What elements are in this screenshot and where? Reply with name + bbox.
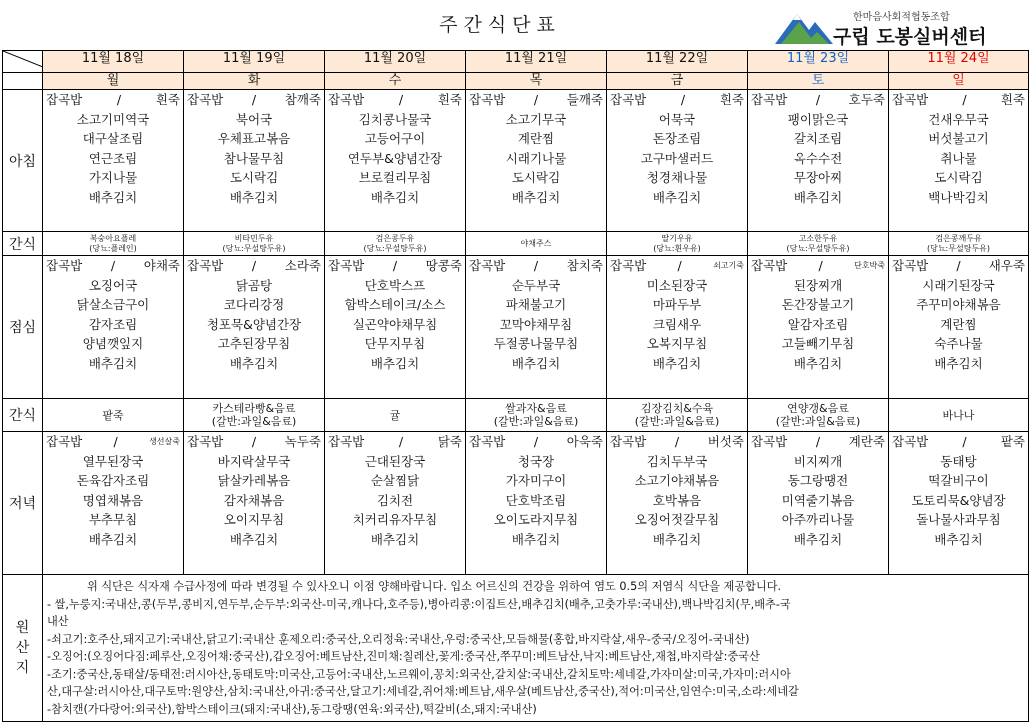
snack-item: 비타민두유 [234, 233, 274, 243]
lunch-rice-line [749, 256, 887, 276]
menu-item: 대구살조림 [82, 131, 144, 146]
menu-table [2, 50, 1029, 722]
lunch-rice-line [185, 256, 323, 276]
snack-note: (당뇨:무설탕두유) [786, 243, 850, 253]
menu-item: 오복지무침 [646, 336, 708, 351]
porridge-label: 아욱죽 [566, 434, 603, 449]
menu-item: 배추김치 [511, 355, 561, 371]
dinner-label: 저녁 [3, 432, 43, 575]
snack-note: (갈반:과일&음료) [211, 415, 297, 428]
breakfast-rice-line [185, 90, 323, 110]
menu-item: 배추김치 [370, 189, 420, 205]
menu-item: 시래기나물 [505, 150, 567, 166]
rice-label: 잡곡밥 [610, 258, 647, 273]
porridge-label: 흰죽 [719, 92, 744, 107]
snack-note: (갈반:과일&음료) [493, 415, 579, 428]
slash: / [113, 434, 118, 449]
dinner-cell [748, 432, 889, 575]
lunch-cell [43, 256, 184, 399]
snack2-cell [184, 399, 325, 432]
snack1-cell [889, 232, 1029, 256]
lunch-rice-line [467, 256, 605, 276]
menu-item: 부추무침 [88, 512, 138, 527]
slash: / [956, 258, 961, 273]
menu-item: 취나물 [940, 150, 977, 166]
menu-item: 명엽채볶음 [82, 492, 144, 508]
origin-line: -쇠고기:호주산,돼지고기:국내산,닭고기:국내산 훈제오리:중국산,오리정육:국내산,우렁:중국산,모듬해물(홍합,바지락살,새우-중국/오징어-국내산) [47, 632, 750, 646]
date-cell: 11월 18일 [43, 51, 184, 73]
snack-item: 바나나 [942, 408, 975, 422]
lunch-cell [889, 256, 1029, 399]
menu-item: 배추김치 [370, 355, 420, 371]
rice-label: 잡곡밥 [187, 258, 224, 273]
snack-item: 김장김치&수육 [640, 402, 714, 415]
breakfast-cell [889, 90, 1029, 232]
origin-line: - 쌀,누룽지:국내산,콩(두부,콩비지,연두부,순두부:외국산-미국,캐나다,호주등),병아리콩:이집트산,배추김치(배추,고춧가루:국내산),백나박김치(무,배추-국 [47, 597, 791, 611]
snack-note: (당뇨:무설탕두유) [363, 243, 427, 253]
dinner-rice-line [44, 432, 182, 452]
rice-label: 잡곡밥 [469, 92, 506, 107]
snack2-cell [748, 399, 889, 432]
menu-item: 배추김치 [88, 355, 138, 371]
slash: / [110, 258, 116, 273]
snack2-cell [466, 399, 607, 432]
porridge-label: 참깨죽 [284, 92, 321, 107]
breakfast-rice-line [890, 90, 1027, 110]
rice-label: 잡곡밥 [46, 92, 83, 107]
menu-item: 시래기된장국 [922, 277, 995, 293]
menu-item: 소고기무국 [505, 111, 567, 127]
rice-label: 잡곡밥 [328, 258, 365, 273]
menu-item: 배추김치 [652, 531, 702, 547]
menu-item: 배추김치 [652, 189, 702, 205]
date-cell: 11월 21일 [466, 51, 607, 73]
menu-item: 참나물무침 [223, 150, 285, 166]
lunch-cell [325, 256, 466, 399]
origin-row [3, 575, 1029, 722]
menu-item: 갈치조림 [793, 131, 843, 146]
rice-label: 잡곡밥 [892, 92, 929, 107]
menu-item: 소고기야채볶음 [634, 473, 720, 488]
snack2-cell [43, 399, 184, 432]
date-cell: 11월 20일 [325, 51, 466, 73]
lunch-rice-line [608, 256, 746, 276]
dinner-cell [466, 432, 607, 575]
rice-label: 잡곡밥 [610, 92, 647, 107]
menu-item: 건새우무국 [928, 111, 989, 127]
origin-line: 산,대구살:러시아산,대구토막:원양산,삼치:국내산,아귀:중국산,달고기:세네갈,쥐어채:베트남,새우살(베트남산,중국산),적어:미국산,임연수:미국,소라:세네갈 [47, 685, 799, 698]
org-name: 구립 도봉실버센터 [833, 26, 987, 48]
lunch-rice-line [326, 256, 464, 276]
snack2-cell [325, 399, 466, 432]
slash: / [962, 434, 967, 449]
rice-label: 잡곡밥 [751, 434, 788, 449]
breakfast-cell [607, 90, 748, 232]
origin-line: -조기:중국산,동태살/동태전:러시아산,동태토막:미국산,고등어:국내산,노르웨이,꽁치:외국산,갈치살:국내산,갈치토막:세네갈,가자미살:미국,가자미:러시아 [47, 667, 791, 681]
dinner-cell [889, 432, 1029, 575]
breakfast-cell [325, 90, 466, 232]
dinner-cell [184, 432, 325, 575]
porridge-label: 흰죽 [1000, 92, 1025, 107]
snack-item: 카스테라빵&음료 [212, 402, 296, 415]
day-cell: 월 [43, 73, 184, 90]
menu-item: 근대된장국 [364, 453, 426, 469]
snack-note: (갈반:과일&음료) [634, 415, 720, 428]
menu-item: 크림새우 [652, 316, 702, 332]
menu-item: 닭살소금구이 [76, 297, 150, 312]
menu-item: 감자조림 [88, 316, 138, 332]
slash: / [251, 258, 257, 273]
breakfast-rice-line [467, 90, 605, 110]
diagonal-line [3, 51, 43, 67]
porridge-label: 새우죽 [988, 258, 1025, 273]
rice-label: 잡곡밥 [328, 434, 365, 449]
origin-label [3, 575, 43, 722]
menu-item: 청국장 [517, 453, 555, 469]
porridge-label: 버섯죽 [707, 434, 744, 449]
slash: / [533, 258, 539, 273]
menu-item: 순살찜닭 [370, 473, 420, 488]
snack-item: 고소한두유 [798, 233, 838, 243]
menu-item: 브로컬리무침 [358, 170, 432, 185]
menu-item: 아주까리나물 [781, 512, 855, 527]
menu-item: 배추김치 [511, 189, 561, 205]
breakfast-cell [43, 90, 184, 232]
menu-item: 배추김치 [652, 355, 702, 371]
rice-label: 잡곡밥 [610, 434, 647, 449]
origin-line: 내산 [47, 615, 69, 628]
slash: / [398, 92, 404, 107]
day-cell: 수 [325, 73, 466, 90]
rice-label: 잡곡밥 [751, 92, 788, 107]
org-logo [775, 6, 1025, 46]
snack2-cell [889, 399, 1029, 432]
porridge-label: 팥죽 [1000, 434, 1025, 449]
menu-item: 배추김치 [229, 531, 279, 547]
porridge-label: 땅콩죽 [425, 258, 462, 273]
menu-item: 어묵국 [658, 111, 696, 127]
day-cell: 목 [466, 73, 607, 90]
porridge-label: 야채죽 [143, 258, 180, 273]
menu-item: 청포묵&양념간장 [206, 316, 302, 332]
menu-item: 코다리강정 [223, 297, 285, 312]
corner-cell [3, 51, 43, 73]
dinner-row [3, 432, 1029, 575]
slash: / [533, 92, 539, 107]
origin-line: -오징어:(오징어다짐:페루산,오징어채:중국산),갑오징어:베트남산,진미채:칠레산,꽃게:중국산,쭈꾸미:베트남산,낙지:베트남산,재첩,바지락살:중국산 [47, 650, 760, 663]
slash: / [677, 258, 682, 273]
menu-item: 단무지무침 [364, 336, 426, 351]
snack2-row [3, 399, 1029, 432]
org-name-small: 한마음사회적협동조합 [853, 12, 950, 23]
dinner-rice-line [185, 432, 323, 452]
menu-item: 돈육감자조림 [76, 473, 150, 488]
snack-note: (갈반:과일&음료) [775, 415, 861, 428]
dinner-cell [607, 432, 748, 575]
menu-item: 오징어국 [88, 277, 138, 293]
menu-item: 호박볶음 [652, 492, 702, 508]
menu-item: 돈장조림 [652, 131, 702, 146]
breakfast-cell [466, 90, 607, 232]
breakfast-row [3, 90, 1029, 232]
menu-item: 배추김치 [511, 531, 561, 547]
rice-label: 잡곡밥 [469, 258, 506, 273]
menu-item: 돈간장불고기 [781, 297, 855, 312]
dinner-rice-line [467, 432, 605, 452]
snack-note: (당뇨:무설탕두유) [926, 243, 991, 253]
rice-label: 잡곡밥 [187, 434, 224, 449]
menu-item: 배추김치 [88, 531, 138, 547]
menu-item: 배추김치 [934, 355, 983, 371]
date-cell: 11월 23일 [748, 51, 889, 73]
menu-item: 주꾸미야채볶음 [916, 297, 1001, 312]
menu-item: 무장아찌 [793, 170, 843, 185]
snack1-label: 간식 [3, 232, 43, 256]
porridge-label: 흰죽 [437, 92, 462, 107]
origin-label-2: 산 [15, 640, 30, 656]
menu-item: 오징어젓갈무침 [634, 512, 720, 527]
menu-item: 돌나물사과무침 [916, 512, 1001, 527]
menu-item: 가자미구이 [505, 473, 567, 488]
origin-notes [43, 575, 1029, 722]
porridge-label: 닭죽 [437, 434, 462, 449]
menu-item: 배추김치 [793, 531, 843, 547]
menu-item: 고추된장무침 [217, 336, 291, 351]
rice-label: 잡곡밥 [328, 92, 365, 107]
dinner-cell [325, 432, 466, 575]
menu-item: 배추김치 [88, 189, 138, 205]
snack-item: 복숭아요플레 [89, 233, 137, 243]
menu-item: 동그랑땡전 [787, 473, 849, 488]
menu-item: 미소된장국 [646, 277, 708, 293]
lunch-label: 점심 [3, 256, 43, 399]
menu-item: 닭곰탕 [235, 277, 273, 293]
snack1-cell [748, 232, 889, 256]
date-row [3, 51, 1029, 73]
menu-item: 청경채나물 [646, 170, 708, 185]
lunch-cell [466, 256, 607, 399]
day-cell: 금 [607, 73, 748, 90]
snack1-cell [43, 232, 184, 256]
rice-label: 잡곡밥 [46, 258, 83, 273]
porridge-label: 소라죽 [284, 258, 321, 273]
menu-item: 가지나물 [88, 170, 138, 185]
menu-item: 도토리묵&양념장 [911, 492, 1006, 508]
menu-item: 단호박스프 [364, 277, 426, 293]
menu-item: 숙주나물 [934, 336, 983, 351]
menu-item: 계란찜 [517, 131, 555, 146]
menu-item: 연두부&양념간장 [347, 150, 443, 166]
slash: / [251, 434, 257, 449]
day-cell: 일 [889, 73, 1029, 90]
menu-item: 닭살카레볶음 [217, 473, 291, 488]
origin-text [43, 575, 1028, 721]
slash: / [674, 434, 680, 449]
slash: / [398, 434, 404, 449]
porridge-label: 호두죽 [848, 92, 885, 107]
menu-item: 고들빼기무침 [781, 336, 855, 351]
slash: / [251, 92, 257, 107]
slash: / [818, 258, 823, 273]
snack1-row [3, 232, 1029, 256]
corner-cell-2 [3, 73, 43, 90]
slash: / [116, 92, 122, 107]
origin-line: -참치캔(가다랑어:외국산),함박스테이크(돼지:국내산),동그랑땡(연육:외국산),떡갈비(소,돼지:국내산) [47, 702, 537, 716]
porridge-label: 쇠고기죽 [713, 261, 744, 270]
slash: / [815, 434, 821, 449]
breakfast-rice-line [608, 90, 746, 110]
menu-item: 배추김치 [793, 189, 843, 205]
menu-item: 고등어구이 [364, 131, 426, 146]
snack-item: 쌀과자&음료 [505, 402, 567, 415]
menu-item: 소고기미역국 [76, 111, 150, 127]
rice-label: 잡곡밥 [46, 434, 83, 449]
mountain-logo-icon [775, 8, 833, 48]
menu-item: 단호박조림 [505, 492, 567, 508]
snack-item: 검은콩깨두유 [935, 233, 982, 243]
porridge-label: 단호박죽 [854, 261, 885, 270]
snack-item: 귤 [389, 408, 401, 422]
snack-item: 야채주스 [520, 238, 552, 248]
lunch-rice-line [44, 256, 182, 276]
date-cell: 11월 24일 [889, 51, 1029, 73]
snack-item: 검은콩두유 [375, 233, 415, 243]
day-row [3, 73, 1029, 90]
menu-item: 김치두부국 [646, 453, 708, 469]
menu-item: 배추김치 [934, 531, 983, 547]
rice-label: 잡곡밥 [469, 434, 506, 449]
rice-label: 잡곡밥 [751, 258, 788, 273]
slash: / [962, 92, 967, 107]
origin-label-1: 원 [15, 620, 30, 636]
menu-item: 오이도라지무침 [493, 512, 579, 527]
menu-item: 미역줄기볶음 [781, 492, 855, 508]
snack-item: 연양갱&음료 [787, 402, 849, 415]
dinner-rice-line [608, 432, 746, 452]
menu-item: 팽이맑은국 [787, 111, 849, 127]
lunch-rice-line [890, 256, 1027, 276]
origin-line: 위 식단은 식자재 수급사정에 따라 변경될 수 있사오니 이점 양해바랍니다. 입소 어르신의 건강을 위하여 염도 0.5의 저염식 식단을 제공합니다. [87, 580, 782, 593]
lunch-cell [748, 256, 889, 399]
menu-item: 김치콩나물국 [358, 111, 432, 127]
menu-item: 함박스테이크/소스 [344, 297, 446, 312]
slash: / [533, 434, 539, 449]
breakfast-rice-line [44, 90, 182, 110]
menu-item: 도시락김 [934, 170, 983, 185]
menu-item: 바지락살무국 [217, 453, 291, 469]
dinner-rice-line [890, 432, 1027, 452]
menu-item: 배추김치 [229, 189, 279, 205]
rice-label: 잡곡밥 [892, 434, 929, 449]
menu-item: 떡갈비구이 [928, 473, 989, 488]
lunch-row [3, 256, 1029, 399]
menu-item: 된장찌개 [793, 277, 843, 293]
menu-item: 순두부국 [511, 277, 561, 293]
menu-item: 열무된장국 [82, 453, 144, 469]
snack-item: 딸기우유 [661, 233, 693, 243]
slash: / [392, 258, 398, 273]
lunch-cell [184, 256, 325, 399]
menu-item: 배추김치 [793, 355, 843, 371]
porridge-label: 흰죽 [155, 92, 180, 107]
menu-item: 버섯불고기 [928, 131, 989, 146]
menu-item: 실곤약야채무침 [352, 316, 438, 332]
snack1-cell [325, 232, 466, 256]
snack2-label: 간식 [3, 399, 43, 432]
menu-item: 감자채볶음 [223, 492, 285, 508]
menu-item: 도시락김 [511, 170, 561, 185]
menu-item: 백나박김치 [928, 189, 989, 205]
day-cell: 토 [748, 73, 889, 90]
menu-item: 배추김치 [370, 531, 420, 547]
rice-label: 잡곡밥 [892, 258, 929, 273]
page-title: 주간식단표 [439, 14, 561, 36]
menu-item: 두절콩나물무침 [493, 336, 579, 351]
porridge-label: 참치죽 [566, 258, 603, 273]
menu-item: 연근조림 [88, 150, 138, 166]
menu-item: 옥수수전 [793, 150, 843, 166]
porridge-label: 생선살죽 [149, 437, 180, 446]
snack-item: 팥죽 [102, 408, 124, 422]
dinner-rice-line [326, 432, 464, 452]
breakfast-cell [184, 90, 325, 232]
slash: / [815, 92, 821, 107]
breakfast-cell [748, 90, 889, 232]
porridge-label: 계란죽 [848, 434, 885, 449]
lunch-cell [607, 256, 748, 399]
menu-item: 배추김치 [229, 355, 279, 371]
menu-item: 김치전 [376, 492, 414, 508]
menu-item: 비지찌개 [793, 453, 843, 469]
menu-item: 북어국 [235, 111, 273, 127]
menu-item: 마파두부 [652, 297, 702, 312]
snack1-cell [607, 232, 748, 256]
rice-label: 잡곡밥 [187, 92, 224, 107]
menu-item: 오이지무침 [223, 512, 285, 527]
snack2-cell [607, 399, 748, 432]
dinner-rice-line [749, 432, 887, 452]
breakfast-rice-line [749, 90, 887, 110]
menu-item: 양념깻잎지 [82, 336, 144, 351]
snack-note: (당뇨:흰우유) [653, 243, 701, 253]
menu-item: 동태탕 [940, 453, 977, 469]
porridge-label: 녹두죽 [284, 434, 321, 449]
menu-item: 파채불고기 [505, 297, 567, 312]
menu-item: 도시락김 [229, 170, 279, 185]
date-cell: 11월 19일 [184, 51, 325, 73]
menu-item: 알감자조림 [787, 316, 849, 332]
date-cell: 11월 22일 [607, 51, 748, 73]
porridge-label: 들깨죽 [566, 92, 603, 107]
menu-item: 계란찜 [940, 316, 977, 332]
dinner-cell [43, 432, 184, 575]
menu-item: 꼬막야채무침 [499, 316, 573, 332]
snack-note: (당뇨:플레인) [89, 243, 137, 253]
menu-item: 치커리유자무침 [352, 512, 438, 527]
breakfast-label: 아침 [3, 90, 43, 232]
snack1-cell [466, 232, 607, 256]
day-cell: 화 [184, 73, 325, 90]
breakfast-rice-line [326, 90, 464, 110]
origin-label-3: 지 [15, 660, 30, 676]
menu-item: 우체표고볶음 [217, 131, 291, 146]
menu-item: 고구마샐러드 [640, 150, 714, 166]
snack1-cell [184, 232, 325, 256]
snack-note: (당뇨:무설탕두유) [222, 243, 286, 253]
slash: / [680, 92, 686, 107]
